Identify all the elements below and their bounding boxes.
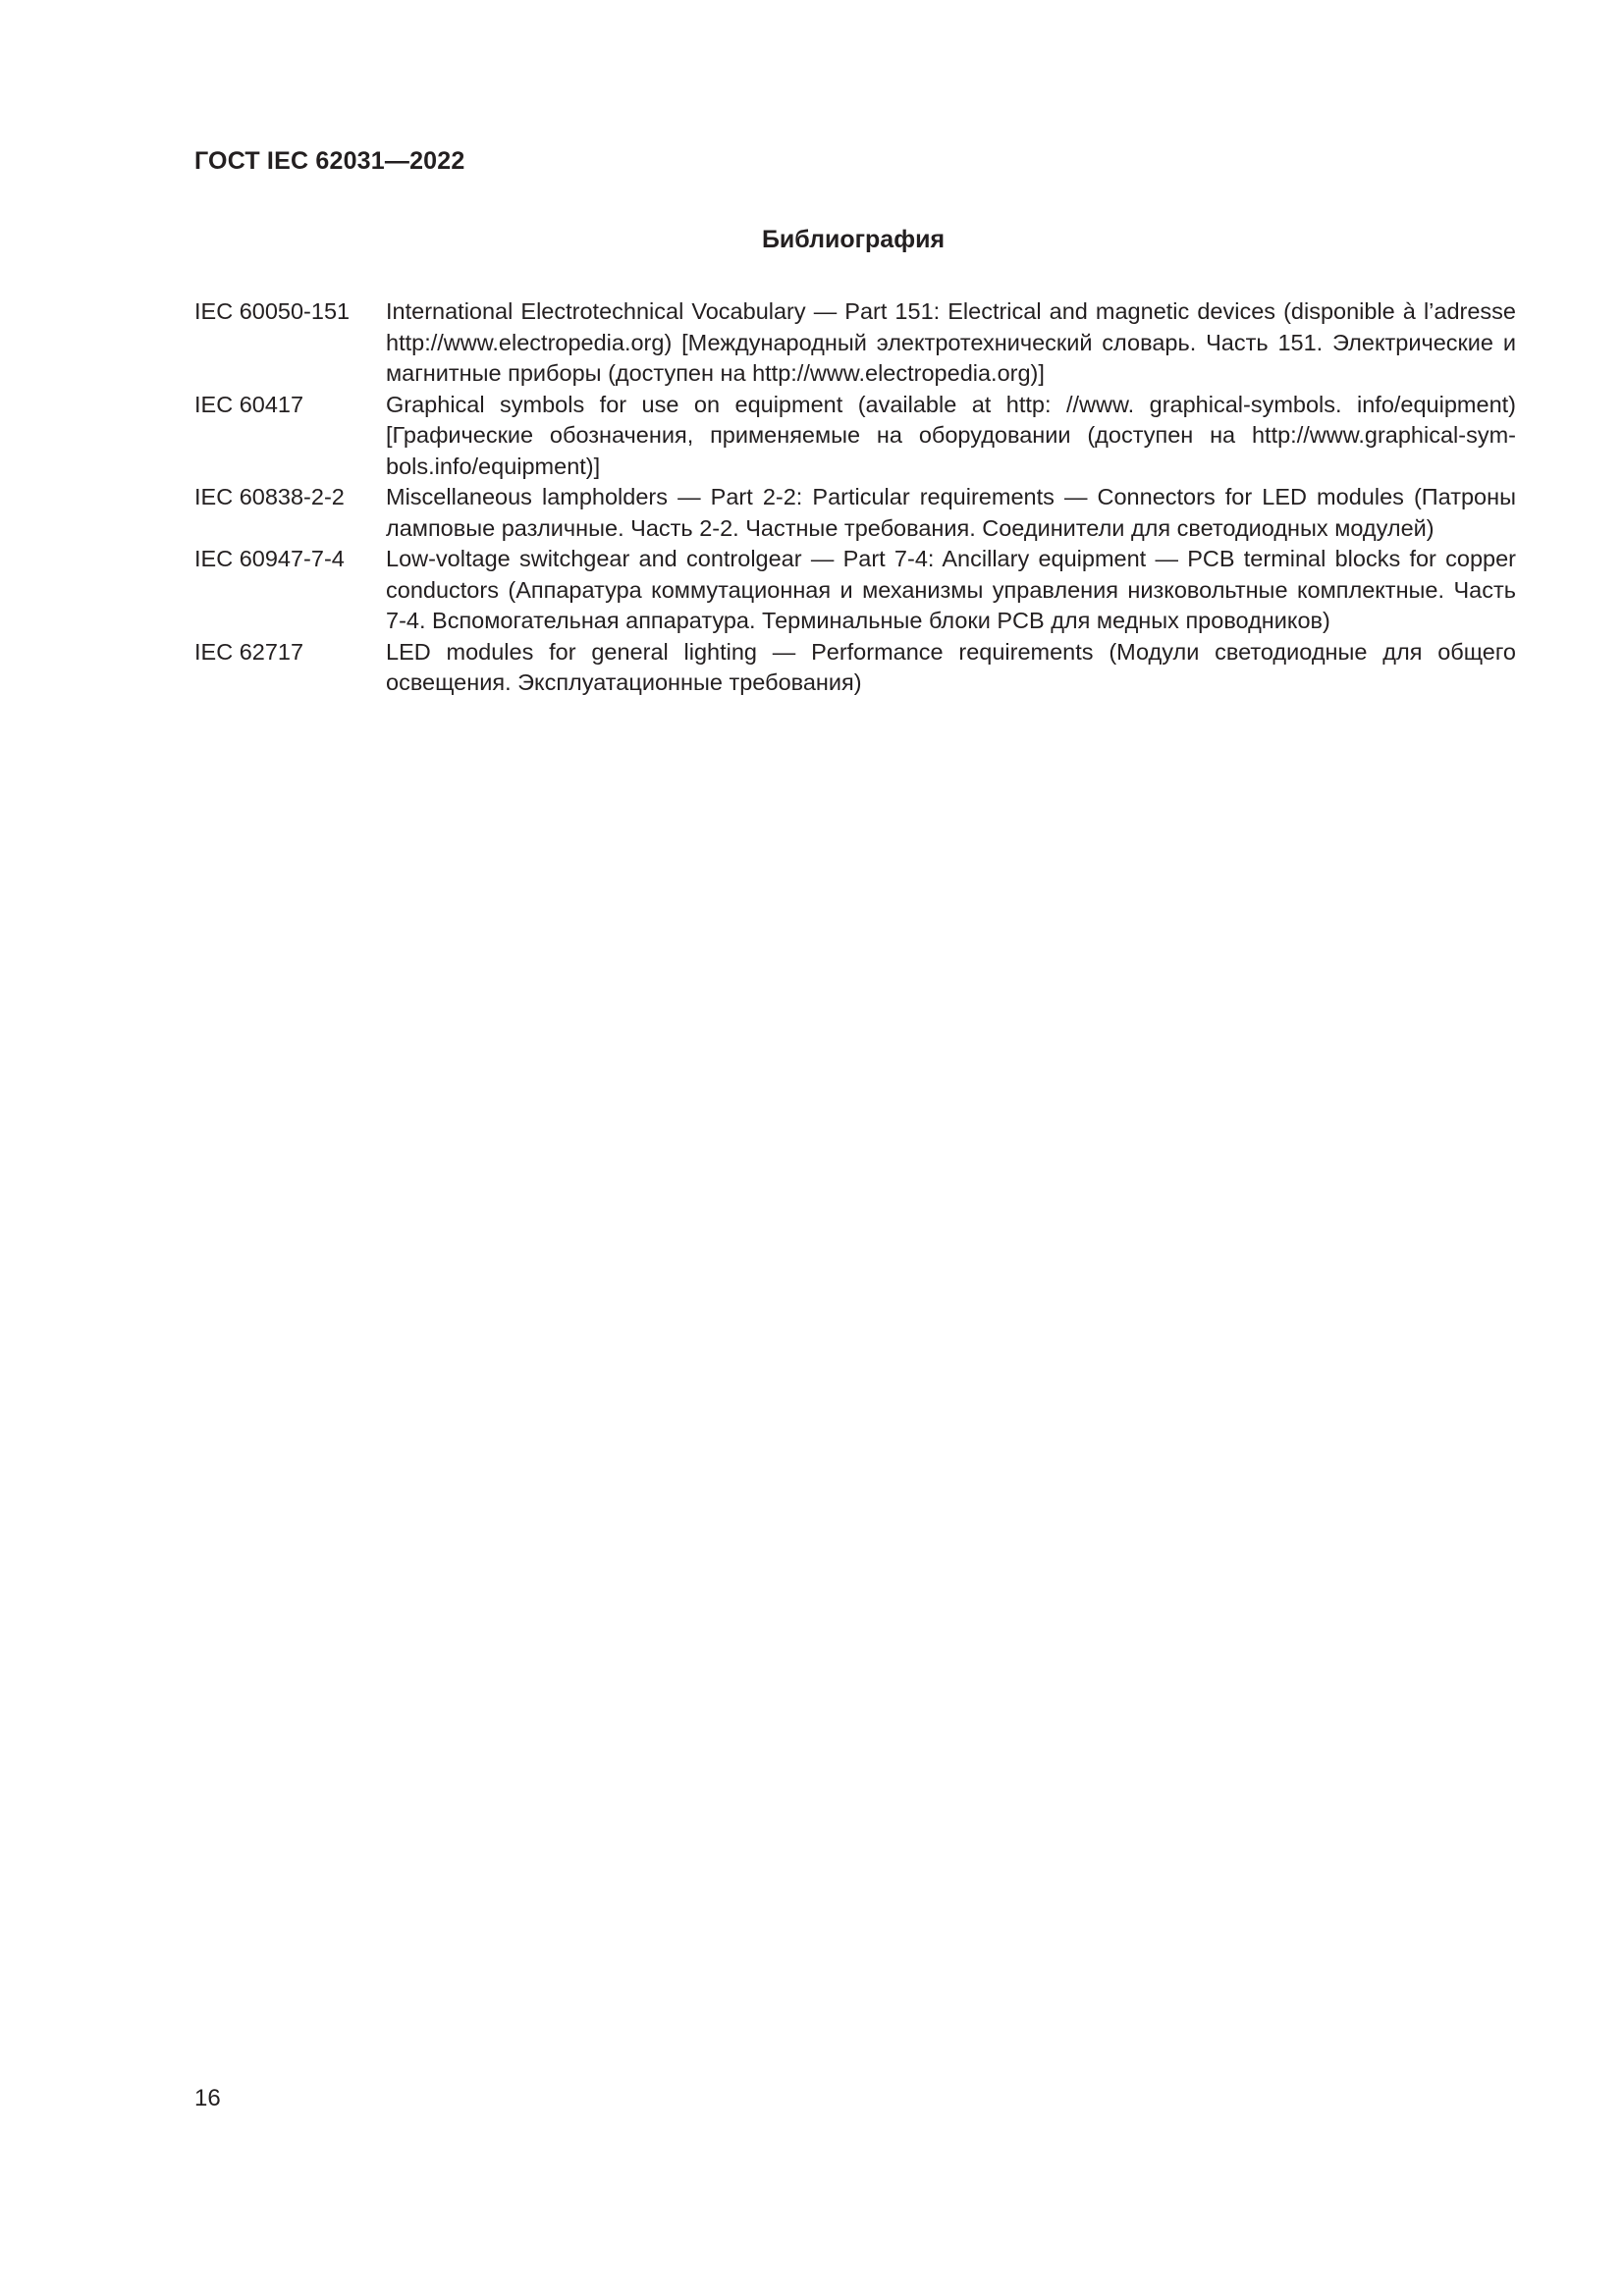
bibliography-entry [194,637,1516,699]
bibliography-title: Библиография [761,226,946,253]
reference-text: Miscellaneous lampholders — Part 2-2: Particular requirements — Connectors for LED modules (Патроны ламповые различные. Часть 2-2. Частные требования. Соединители для светодиодных модулей) [386,484,1516,541]
reference-text: LED modules for general lighting — Performance requirements (Модули светодиодные для общего освещения. Эксплуатационные требования) [386,638,1516,695]
reference-text: International Electrotechnical Vocabulary — Part 151: Electrical and magnetic devices (disponible à l’adresse http://www.electropedia.org) [Международный электротехнический словарь. Часть 151. Электрические и магнитные приборы (доступен на http://www.electropedia.org)] [386,298,1516,386]
reference-text: Graphical symbols for use on equipment (available at http: //www. graphical-symbols. info/equipment) [Графические обозначения, применяемые на оборудовании (доступен на http://www.graphical-symbols.info/equipment)] [386,391,1516,479]
document-standard-id: ГОСТ IEC 62031—2022 [194,147,465,175]
reference-text: Low-voltage switchgear and controlgear — Part 7-4: Ancillary equipment — PCB terminal blocks for copper conductors (Аппаратура коммутационная и механизмы управления низковольтные комплектные. Часть 7-4. Вспомогательная аппаратура. Терминальные блоки PCB для медных проводников) [386,546,1516,633]
reference-code: IEC 60417 [194,391,304,417]
reference-code: IEC 62717 [194,638,304,665]
bibliography-entry [194,390,1516,483]
reference-code: IEC 60947-7-4 [194,546,345,571]
bibliography-entry [194,296,1516,390]
bibliography-entry [194,482,1516,544]
reference-code: IEC 60838-2-2 [194,484,345,509]
reference-code: IEC 60050-151 [194,298,351,324]
bibliography-list [194,296,1516,699]
bibliography-entry [194,544,1516,637]
page-number: 16 [194,2085,221,2111]
